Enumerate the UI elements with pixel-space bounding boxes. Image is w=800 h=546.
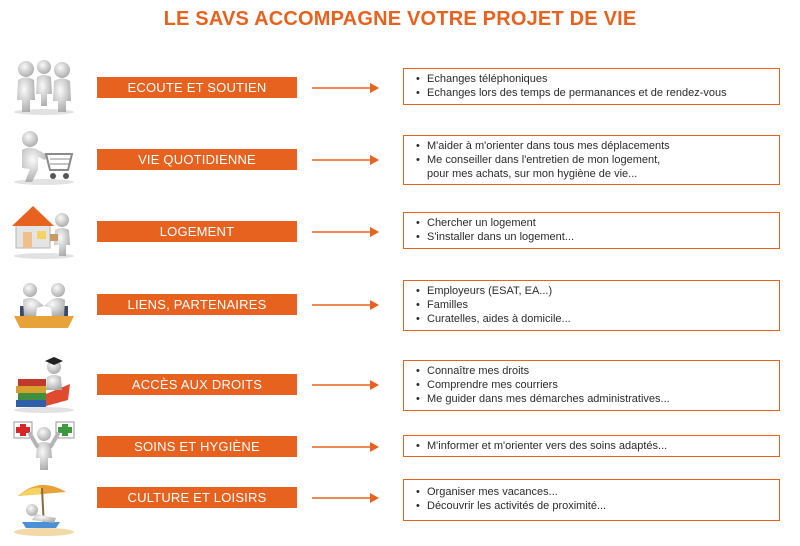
- arrow-right-icon: [312, 441, 380, 453]
- category-label: ACCÈS AUX DROITS: [97, 374, 297, 395]
- detail-item: • Chercher un logement: [416, 216, 771, 230]
- medical-cross-icon: [10, 420, 78, 474]
- row-vie-quotidienne: [0, 124, 800, 194]
- detail-item: • Employeurs (ESAT, EA...): [416, 284, 771, 298]
- arrow-right-icon: [312, 226, 380, 238]
- arrow-right-icon: [312, 379, 380, 391]
- books-graduation-icon: [10, 354, 78, 414]
- detail-item: • S'installer dans un logement...: [416, 230, 771, 244]
- details-box: [403, 435, 780, 457]
- detail-item: • Connaître mes droits: [416, 364, 771, 378]
- beach-umbrella-icon: [10, 478, 78, 538]
- details-box: [403, 280, 780, 331]
- details-box: [403, 68, 780, 105]
- house-icon: [10, 200, 78, 260]
- details-box: [403, 360, 780, 411]
- detail-item: • Comprendre mes courriers: [416, 378, 771, 392]
- shopping-cart-icon: [10, 126, 78, 186]
- detail-item: • Familles: [416, 298, 771, 312]
- arrow-right-icon: [312, 82, 380, 94]
- people-talking-icon: [10, 56, 78, 116]
- detail-item: • Me conseiller dans l'entretien de mon logement, pour mes achats, sur mon hygiène de vie...: [416, 153, 771, 181]
- row-logement: [0, 198, 800, 266]
- detail-item: • M'informer et m'orienter vers des soins adaptés...: [416, 439, 771, 453]
- category-label: ECOUTE ET SOUTIEN: [97, 77, 297, 98]
- details-box: [403, 479, 780, 521]
- row-liens-partenaires: [0, 270, 800, 340]
- detail-item: • M'aider à m'orienter dans tous mes déplacements: [416, 139, 771, 153]
- page-title: LE SAVS ACCOMPAGNE VOTRE PROJET DE VIE: [163, 8, 637, 30]
- handshake-icon: [10, 276, 78, 336]
- detail-item: • Me guider dans mes démarches administratives...: [416, 392, 771, 406]
- category-label: LIENS, PARTENAIRES: [97, 294, 297, 315]
- detail-item: • Echanges lors des temps de permanances et de rendez-vous: [416, 86, 771, 100]
- details-box: [403, 135, 780, 185]
- category-label: SOINS ET HYGIÈNE: [97, 436, 297, 457]
- row-soins-hygiene: [0, 418, 800, 474]
- category-label: VIE QUOTIDIENNE: [97, 149, 297, 170]
- detail-item: • Organiser mes vacances...: [416, 485, 771, 499]
- category-label: LOGEMENT: [97, 221, 297, 242]
- details-box: [403, 212, 780, 249]
- detail-item: • Curatelles, aides à domicile...: [416, 312, 771, 326]
- row-culture-loisirs: [0, 474, 800, 544]
- arrow-right-icon: [312, 492, 380, 504]
- arrow-right-icon: [312, 299, 380, 311]
- row-acces-droits: [0, 350, 800, 420]
- detail-item: • Découvrir les activités de proximité...: [416, 499, 771, 513]
- row-ecoute-soutien: [0, 52, 800, 122]
- detail-item: • Echanges téléphoniques: [416, 72, 771, 86]
- category-label: CULTURE ET LOISIRS: [97, 487, 297, 508]
- arrow-right-icon: [312, 154, 380, 166]
